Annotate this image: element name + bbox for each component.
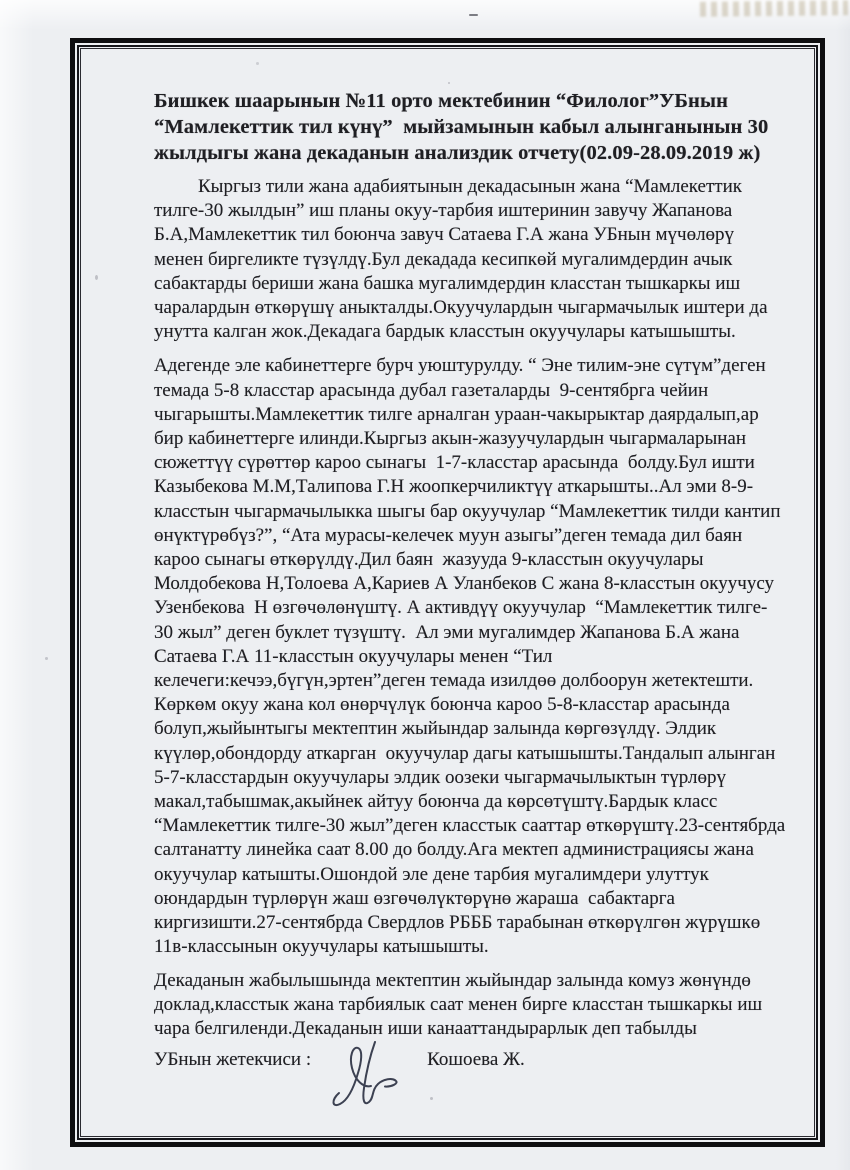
text-line: чыгарышты.Мамлекеттик тилге арналган ураан-чакырыктар даярдалып,ар [154, 403, 759, 425]
text-line: “Мамлекеттик тилге-30 жыл”деген класстык сааттар өткөрүштү.23-сентябрда [154, 815, 786, 837]
scan-speck [469, 14, 478, 16]
paragraph-closing [154, 969, 782, 1042]
text-line: күүлөр,обондорду аткарган окуучулар дагы катышышты.Тандалып алынган [154, 742, 776, 764]
text-line: өнүктүрөбүз?”, “Ата мурасы-келечек муун азыгы”деген темада дил баян [154, 524, 743, 546]
paragraph-intro [154, 175, 782, 344]
text-line: чара белгиленди.Декаданын иши канааттандырарлык деп табылды [154, 1017, 697, 1039]
text-line: оюндардын түрлөрүн жаш өзгөчөлүктөрүнө жараша сабактарга [154, 887, 675, 909]
text-line: макал,табышмак,акыйнек айтуу боюнча да көрсөтүштү.Бардык класс [154, 791, 718, 813]
text-line: класстын чыгармачылыкка шыгы бар окуучулар “Мамлекеттик тилди кантип [154, 500, 781, 522]
text-line: жылдыгы жана декаданын анализдик отчету(02.09-28.09.2019 ж) [154, 142, 761, 164]
text-line: 5-7-класстардын окуучулары элдик оозеки чыгармачылыктын түрлөрү [154, 766, 726, 788]
text-line: Бишкек шаарынын №11 орто мектебинин “Филолог”УБнын [154, 90, 728, 112]
text-line: 11в-классынын окуучулары катышышты. [154, 936, 489, 958]
text-line: Казыбекова М.М,Талипова Г.Н жоопкерчиликтүү аткарышты..Ал эми 8-9- [154, 476, 754, 498]
text-line: Кыргыз тили жана адабиятынын декадасынын жана “Мамлекеттик [198, 176, 742, 197]
text-line: Б.А,Мамлекеттик тил боюнча завуч Сатаева Г.А жана УБнын мүчөлөрү [154, 224, 735, 246]
text-line: кароо сынагы өткөрүлдү.Дил баян жазууда 9-класстын окуучулары [154, 549, 704, 571]
text-line: унутта калган жок.Декадага бардык класстын окуучулары катышышты. [154, 321, 736, 343]
text-line: Узенбекова Н өзгөчөлөнүштү. А активдүү окуучулар “Мамлекеттик тилге- [154, 597, 768, 619]
text-line: “Мамлекеттик тил күнү” мыйзамынын кабыл алынганынын 30 [154, 116, 769, 138]
paragraph-activities [154, 354, 786, 959]
text-line: Көркөм окуу жана кол өнөрчүлүк боюнча кароо 5-8-класстар арасында [154, 694, 730, 716]
text-line: Молдобекова Н,Толоева А,Кариев А Уланбеков С жана 8-класстын окуучусу [154, 573, 774, 595]
text-line: киргизишти.27-сентябрда Свердлов РБББ тарабынан өткөрүлгөн жүрүшкө [154, 912, 761, 934]
text-line: салтанатту линейка саат 8.00 до болду.Ага мектеп администрациясы жана [154, 839, 754, 861]
signee-name: Кошоева Ж. [427, 1049, 525, 1071]
text-line: келечеги:кечээ,бүгүн,эртен”деген темада изилдөө долбоорун жетектешти. [154, 670, 754, 692]
text-line: бир кабинеттерге илинди.Кыргыз акын-жазуучулардын чыгармаларынан [154, 428, 747, 450]
text-line: чаралардын өткөрүшү аныкталды.Окуучулардын чыгармачылык иштери да [154, 297, 768, 319]
signature-scribble [325, 1034, 405, 1112]
text-line: доклад,класстык жана тарбиялык саат менен бирге класстан тышкаркы иш [154, 993, 763, 1015]
text-line: темада 5-8 класстар арасында дубал газеталарды 9-сентябрга чейин [154, 379, 709, 401]
text-line: менен биргеликте түзүлдү.Бул декадада кесипкөй мугалимдердин ачык [154, 248, 733, 270]
document-title [154, 88, 782, 166]
scan-speck [45, 657, 48, 660]
text-line: окуучулар катышты.Ошондой эле дене тарбия мугалимдери улуттук [154, 863, 709, 885]
signature-row [154, 1048, 782, 1072]
text-line: Адегенде эле кабинеттерге бурч уюштурулду. “ Эне тилим-эне сүтүм”деген [154, 355, 766, 377]
text-line: Декаданын жабылышында мектептин жыйындар залында комуз жөнүндө [154, 969, 751, 991]
document-body [82, 50, 786, 1072]
text-line: 30 жыл” деген буклет түзүштү. Ал эми мугалимдер Жапанова Б.А жана [154, 621, 740, 643]
text-line: Сатаева Г.А 11-класстын окуучулары менен “Тил [154, 645, 553, 667]
signature-label: УБнын жетекчиси : [154, 1049, 312, 1071]
scan-bleedthrough-mark [700, 0, 848, 17]
text-line: болуп,жыйынтыгы мектептин жыйындар залында көргөзүлдү. Элдик [154, 718, 717, 740]
text-line: сюжеттүү сүрөттөр кароо сынагы 1-7-класстар арасында болду.Бул ишти [154, 452, 755, 474]
text-line: сабактарды бериши жана башка мугалимдердин класстан тышкаркы иш [154, 272, 741, 294]
text-line: тилге-30 жылдын” иш планы окуу-тарбия иштеринин завучу Жапанова [154, 200, 733, 222]
